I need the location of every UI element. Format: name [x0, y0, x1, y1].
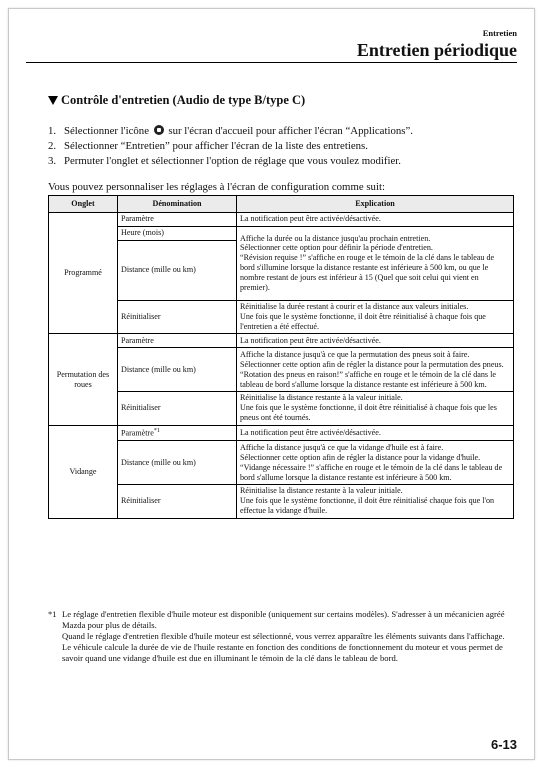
explanation-line: Réinitialise la distance restante à la valeur initiale.	[240, 393, 403, 403]
explanation-cell	[237, 391, 514, 425]
explanation-line: Affiche la durée ou la distance jusqu'au prochain entretien.	[240, 233, 431, 243]
table-header-row	[49, 196, 514, 213]
name-cell: Distance (mille ou km)	[118, 240, 237, 300]
name-cell	[118, 425, 237, 441]
explanation-line: La notification peut être activée/désactivée.	[240, 428, 381, 438]
explanation-cell	[237, 348, 514, 392]
column-header: Dénomination	[118, 196, 237, 213]
tab-cell: Permutation des roues	[49, 334, 118, 425]
explanation-line: “Rotation des pneus en raison!” s'affiche en rouge et le témoin de la clé dans le tableau de bord s'allume lorsque la distance restante est inférieure à 500 km.	[240, 369, 496, 389]
running-header	[357, 28, 517, 60]
step-text: Sélectionner “Entretien” pour afficher l'écran de la liste des entretiens.	[64, 140, 368, 152]
explanation-cell	[237, 425, 514, 441]
page-title: Entretien périodique	[356, 40, 517, 60]
step-number: 1.	[48, 125, 57, 137]
column-header: Onglet	[49, 196, 118, 213]
footnote	[48, 609, 514, 664]
intro-text: Vous pouvez personnaliser les réglages à l'écran de configuration comme suit:	[48, 181, 385, 193]
explanation-line: La notification peut être activée/désactivée.	[240, 214, 381, 224]
name-cell: Paramètre	[118, 334, 237, 348]
explanation-cell	[237, 212, 514, 226]
explanation-line: Sélectionner cette option pour définir la période d'entretien.	[240, 243, 433, 253]
name-cell: Distance (mille ou km)	[118, 348, 237, 392]
explanation-line: “Révision requise !” s'affiche en rouge et le témoin de la clé dans le tableau de bord s'illumine lorsque la distance restante est inférieure à 500 km, ou que le nombre restant de jours est inférieur à 15 (Quel que soit celui qui vient en premier).	[240, 253, 495, 293]
step-item	[48, 124, 413, 139]
triangle-bullet-icon	[48, 96, 58, 105]
explanation-line: Sélectionner cette option afin de régler la distance pour la vidange d'huile.	[240, 452, 481, 462]
explanation-line: Une fois que le système fonctionne, il doit être réinitialisé à chaque fois que l'entretien a été effectué.	[240, 312, 486, 332]
name-cell: Distance (mille ou km)	[118, 441, 237, 485]
footnote-paragraph: Le réglage d'entretien flexible d'huile moteur est disponible (uniquement sur certains modèles). S'adresser à un mécanicien agréé Mazda pour plus de détails.	[62, 609, 505, 630]
explanation-cell	[237, 300, 514, 334]
table-row	[49, 212, 514, 226]
footnote-ref: *1	[153, 428, 160, 435]
explanation-line: Une fois que le système fonctionne, il doit être réinitialisé à chaque fois que les pneus ont été tournés.	[240, 403, 497, 423]
explanation-cell	[237, 226, 514, 300]
footnote-body	[62, 609, 514, 664]
explanation-line: Sélectionner cette option afin de régler la distance pour la permutation des pneus.	[240, 359, 504, 369]
explanation-line: Affiche la distance jusqu'à ce que la vidange d'huile est à faire.	[240, 442, 444, 452]
explanation-line: Réinitialise la distance restante à la valeur initiale.	[240, 486, 403, 496]
step-number: 3.	[48, 155, 57, 167]
footnote-mark: *1	[48, 609, 57, 619]
steps-list	[48, 124, 413, 169]
header-rule	[26, 62, 517, 63]
table-row	[49, 348, 514, 392]
footnote-paragraph: Quand le réglage d'entretien flexible d'huile moteur est sélectionné, vous verrez apparaître les éléments suivants dans l'affichage. Le véhicule calcule la durée de vie de l'huile restante en fonction des conditions de fonctionnement du moteur et vous permet de savoir quand une vidange d'huile est due en illuminant le témoin de la clé dans le tableau de bord.	[62, 631, 505, 663]
column-header: Explication	[237, 196, 514, 213]
section-heading-text: Contrôle d'entretien (Audio de type B/type C)	[61, 93, 306, 107]
explanation-cell	[237, 484, 514, 518]
step-item	[48, 154, 413, 169]
step-item	[48, 139, 413, 154]
table-row	[49, 484, 514, 518]
name-cell: Réinitialiser	[118, 391, 237, 425]
step-text-part: Sélectionner l'icône	[64, 125, 152, 137]
explanation-line: Réinitialise la durée restant à courir et la distance aux valeurs initiales.	[240, 302, 469, 312]
table-row	[49, 391, 514, 425]
settings-table	[48, 195, 514, 519]
step-text: Permuter l'onglet et sélectionner l'option de réglage que vous voulez modifier.	[64, 155, 401, 167]
table-row	[49, 425, 514, 441]
name-cell: Heure (mois)	[118, 226, 237, 240]
explanation-line: “Vidange nécessaire !” s'affiche en rouge et le témoin de la clé dans le tableau de bord s'allume lorsque la distance restante est inférieure à 500 km.	[240, 462, 503, 482]
table-row	[49, 226, 514, 240]
explanation-line: Affiche la distance jusqu'à ce que la permutation des pneus soit à faire.	[240, 349, 470, 359]
explanation-cell	[237, 441, 514, 485]
table-row	[49, 300, 514, 334]
explanation-line: La notification peut être activée/désactivée.	[240, 335, 381, 345]
name-cell: Paramètre	[118, 212, 237, 226]
explanation-line: Une fois que le système fonctionne, il doit être réinitialisé chaque fois que l'on effectue la vidange d'huile.	[240, 496, 495, 516]
applications-icon	[154, 125, 164, 135]
tab-cell: Programmé	[49, 212, 118, 334]
explanation-cell	[237, 334, 514, 348]
name-cell: Réinitialiser	[118, 300, 237, 334]
table-row	[49, 334, 514, 348]
tab-cell: Vidange	[49, 425, 118, 518]
section-heading	[48, 93, 305, 108]
name-cell: Réinitialiser	[118, 484, 237, 518]
page-number: 6-13	[490, 737, 517, 752]
step-text	[64, 124, 413, 139]
section-label: Entretien	[482, 28, 517, 38]
step-number: 2.	[48, 140, 57, 152]
name-text: Paramètre	[121, 428, 154, 438]
step-text-part: sur l'écran d'accueil pour afficher l'écran “Applications”.	[165, 125, 413, 137]
table-row	[49, 441, 514, 485]
